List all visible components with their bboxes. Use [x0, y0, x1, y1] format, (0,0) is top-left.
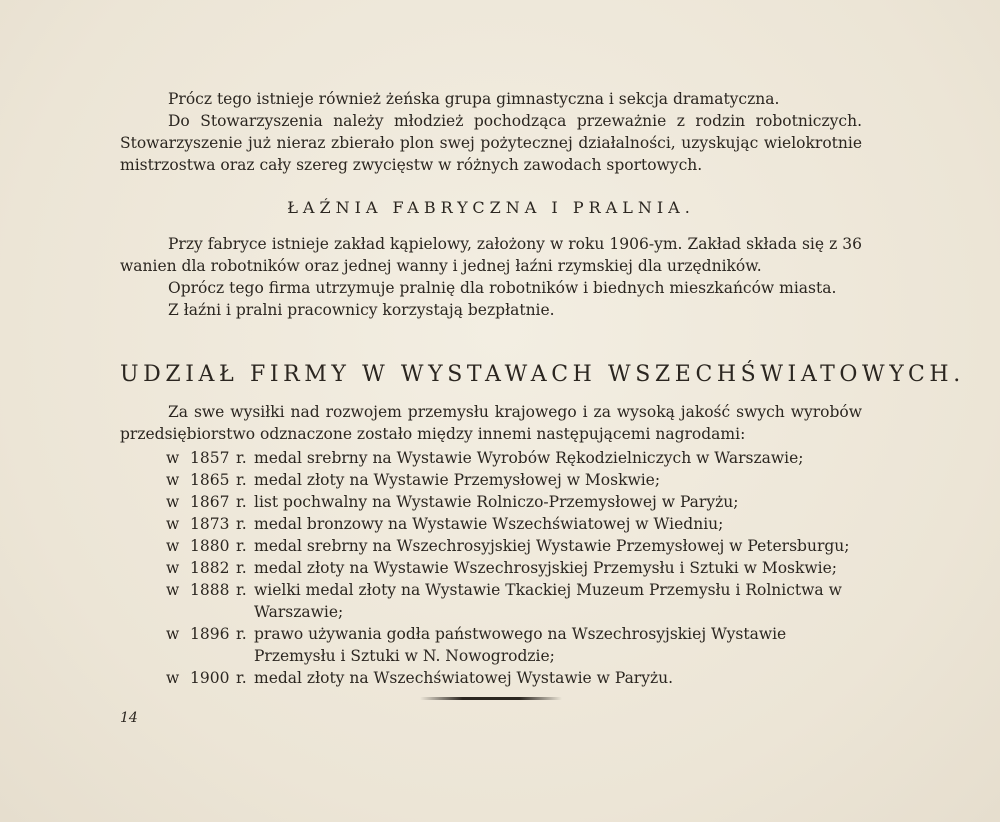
award-year: 1896 — [190, 625, 230, 643]
exhibitions-heading: UDZIAŁ FIRMY W WYSTAWACH WSZECHŚWIATOWYCH. — [120, 362, 965, 387]
award-year: 1865 — [190, 471, 230, 489]
award-year-abbrev: r. — [236, 449, 247, 467]
award-description: medal srebrny na Wystawie Wyrobów Rękodzielniczych w Warszawie; — [254, 449, 804, 467]
list-item — [166, 469, 866, 491]
exhibitions-heading-wrap — [120, 362, 965, 387]
award-prefix: w — [166, 581, 180, 599]
intro-paragraph-1: Prócz tego istnieje również żeńska grupa gimnastyczna i sekcja dramatyczna. — [168, 90, 780, 108]
award-prefix: w — [166, 669, 180, 687]
award-year: 1867 — [190, 493, 230, 511]
award-prefix: w — [166, 449, 180, 467]
page-number: 14 — [120, 710, 138, 726]
baths-heading: ŁAŹNIA FABRYCZNA I PRALNIA. — [287, 198, 695, 217]
baths-paragraph-3: Z łaźni i pralni pracownicy korzystają bezpłatnie. — [168, 301, 555, 319]
award-description: wielki medal złoty na Wystawie Tkackiej Muzeum Przemysłu i Rolnictwa w Warszawie; — [254, 581, 842, 621]
list-item — [166, 535, 866, 557]
award-description: prawo używania godła państwowego na Wszechrosyjskiej Wystawie Przemysłu i Sztuki w N. Nowogrodzie; — [254, 625, 787, 665]
award-prefix: w — [166, 559, 180, 577]
award-description: medal złoty na Wszechświatowej Wystawie w Paryżu. — [254, 669, 674, 687]
exhibitions-intro: Za swe wysiłki nad rozwojem przemysłu krajowego i za wysoką jakość swych wyrobów przedsiębiorstwo odznaczone zostało między innemi następującemi nagrodami: — [120, 403, 862, 443]
award-prefix: w — [166, 537, 180, 555]
award-prefix: w — [166, 471, 180, 489]
award-description: medal bronzowy na Wystawie Wszechświatowej w Wiedniu; — [254, 515, 724, 533]
award-prefix: w — [166, 625, 180, 643]
list-item — [166, 667, 866, 689]
list-item — [166, 579, 866, 623]
intro-section — [120, 88, 862, 176]
award-description: medal złoty na Wystawie Przemysłowej w Moskwie; — [254, 471, 661, 489]
list-item — [166, 513, 866, 535]
award-description: list pochwalny na Wystawie Rolniczo-Przemysłowej w Paryżu; — [254, 493, 739, 511]
baths-section — [120, 198, 862, 217]
award-year-abbrev: r. — [236, 559, 247, 577]
baths-paragraph-2: Oprócz tego firma utrzymuje pralnię dla robotników i biednych mieszkańców miasta. — [168, 279, 837, 297]
award-prefix: w — [166, 493, 180, 511]
exhibitions-intro-wrap — [120, 401, 862, 445]
list-item — [166, 491, 866, 513]
award-year: 1882 — [190, 559, 230, 577]
award-year-abbrev: r. — [236, 669, 247, 687]
award-year-abbrev: r. — [236, 625, 247, 643]
intro-paragraph-2: Do Stowarzyszenia należy młodzież pochodząca przeważnie z rodzin robotniczych. Stowarzyszenie już nieraz zbierało plon swej pożytecznej działalności, uzyskując wielokrotnie mistrzostwa oraz cały szereg zwycięstw w różnych zawodach sportowych. — [120, 112, 862, 174]
baths-paragraph-1: Przy fabryce istnieje zakład kąpielowy, założony w roku 1906-ym. Zakład składa się z 36 wanien dla robotników oraz jednej wanny i jednej łaźni rzymskiej dla urzędników. — [120, 235, 862, 275]
awards-list — [166, 447, 866, 689]
award-year-abbrev: r. — [236, 493, 247, 511]
award-description: medal srebrny na Wszechrosyjskiej Wystawie Przemysłowej w Petersburgu; — [254, 537, 850, 555]
award-year: 1873 — [190, 515, 230, 533]
award-year-abbrev: r. — [236, 537, 247, 555]
list-item — [166, 623, 866, 667]
decorative-rule — [420, 697, 562, 700]
list-item — [166, 557, 866, 579]
baths-body — [120, 233, 862, 321]
award-year-abbrev: r. — [236, 515, 247, 533]
award-year: 1888 — [190, 581, 230, 599]
award-year-abbrev: r. — [236, 471, 247, 489]
award-year: 1900 — [190, 669, 230, 687]
award-prefix: w — [166, 515, 180, 533]
list-item — [166, 447, 866, 469]
award-year: 1857 — [190, 449, 230, 467]
award-year-abbrev: r. — [236, 581, 247, 599]
award-description: medal złoty na Wystawie Wszechrosyjskiej Przemysłu i Sztuki w Moskwie; — [254, 559, 837, 577]
award-year: 1880 — [190, 537, 230, 555]
